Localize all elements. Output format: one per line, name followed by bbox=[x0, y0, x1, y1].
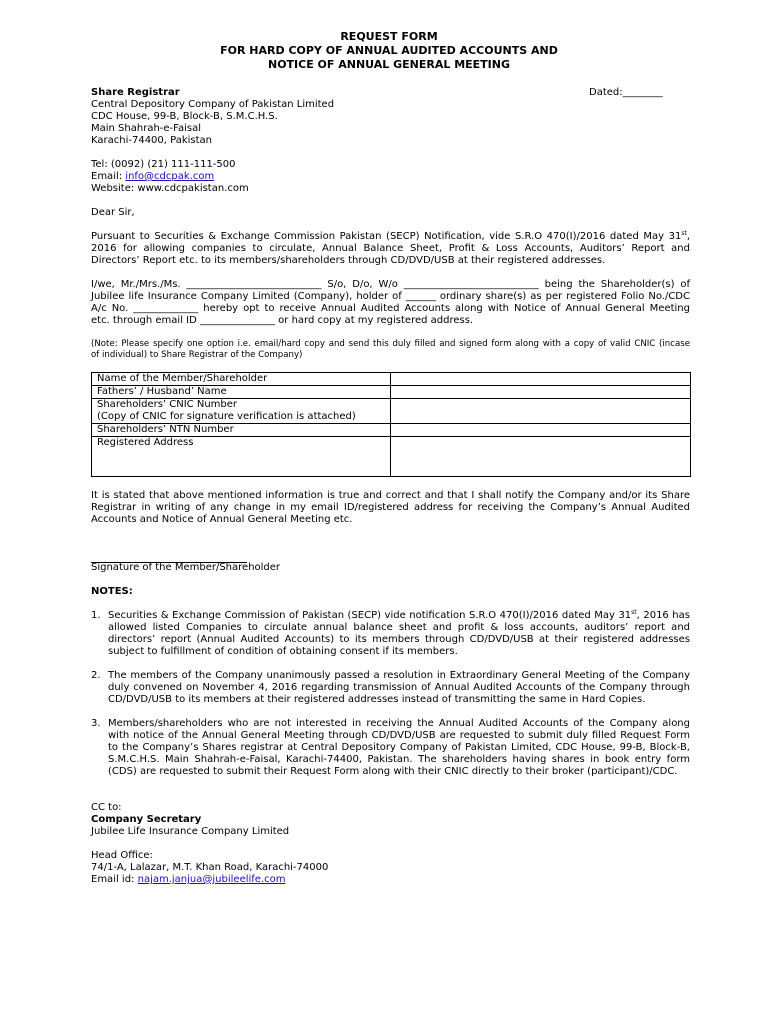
table-label bbox=[92, 399, 391, 424]
note-text: Securities & Exchange Commission of Pakistan (SECP) vide notification S.R.O 470(I)/2016 dated May 31 bbox=[108, 610, 632, 621]
table-label: Registered Address bbox=[92, 437, 391, 477]
table-row bbox=[92, 437, 691, 477]
table-input-cell[interactable] bbox=[391, 399, 691, 424]
signature-label: Signature of the Member/Shareholder bbox=[91, 562, 281, 573]
note1-line-2: allowed listed Companies to circulate annual balance sheet and profit & loss accounts, auditors’ report and bbox=[108, 622, 690, 633]
note1-line-3: directors’ report (Annual Audited Accounts) to its members through CD/DVD/USB at their registered addresses bbox=[108, 634, 690, 645]
salutation: Dear Sir, bbox=[91, 207, 135, 218]
note1-line-4: subject to fulfillment of condition of obtaining consent if its members. bbox=[108, 646, 458, 657]
note1-line-1 bbox=[108, 610, 690, 622]
registrar-email-link[interactable]: info@cdcpak.com bbox=[125, 171, 215, 182]
para2-line-4: etc. through email ID _______________ or hard copy at my registered address. bbox=[91, 315, 474, 326]
registrar-tel: Tel: (0092) (21) 111-111-500 bbox=[91, 159, 236, 170]
registrar-website: Website: www.cdcpakistan.com bbox=[91, 183, 249, 194]
para1-text: , bbox=[686, 231, 690, 242]
para2-line-2: Jubilee life Insurance Company Limited (Company), holder of ______ ordinary share(s) as per registered Folio No./CDC bbox=[91, 291, 690, 302]
dated-field: Dated:________ bbox=[589, 87, 663, 98]
para3-line-2: Registrar in writing of any change in my email ID/registered address for receiving the Company’s Annual Audited bbox=[91, 502, 690, 513]
note-text: , 2016 has bbox=[636, 610, 690, 621]
superscript: st bbox=[681, 230, 687, 237]
note3-line-5: (CDS) are requested to submit their Request Form along with their CNIC directly to their broker (participant)/CDC. bbox=[108, 766, 678, 777]
table-label-line: Shareholders’ CNIC Number bbox=[97, 399, 238, 410]
para1-line-3: Directors’ Report etc. to its members/shareholders through CD/DVD/USB at their registered addresses. bbox=[91, 255, 606, 266]
table-label: Name of the Member/Shareholder bbox=[92, 373, 391, 386]
table-row bbox=[92, 373, 691, 386]
note-number: 3. bbox=[91, 718, 101, 729]
cc-email-label: Email id: bbox=[91, 874, 138, 885]
cc-email-link[interactable]: najam.janjua@jubileelife.com bbox=[137, 874, 286, 885]
para2-line-3: A/c No. _____________ hereby opt to receive Annual Audited Accounts along with Notice of Annual General Meeting bbox=[91, 303, 690, 314]
note2-line-2: duly convened on November 4, 2016 regarding transmission of Annual Audited Accounts of the Company through bbox=[108, 682, 690, 693]
registrar-address-line: Karachi-74400, Pakistan bbox=[91, 135, 213, 146]
form-title-line-2: FOR HARD COPY OF ANNUAL AUDITED ACCOUNTS AND bbox=[220, 44, 558, 57]
superscript: st bbox=[631, 609, 637, 616]
notes-heading: NOTES: bbox=[91, 586, 133, 597]
table-input-cell[interactable] bbox=[391, 424, 691, 437]
table-row bbox=[92, 386, 691, 399]
cc-company: Jubilee Life Insurance Company Limited bbox=[91, 826, 290, 837]
para2-line-1: I/we, Mr./Mrs./Ms. ___________________________ S/o, D/o, W/o ___________________________ being the Shareholder(s) of bbox=[91, 279, 690, 290]
cc-label: CC to: bbox=[91, 802, 122, 813]
table-input-cell[interactable] bbox=[391, 386, 691, 399]
para3-line-1: It is stated that above mentioned information is true and correct and that I shall notify the Company and/or its Share bbox=[91, 490, 690, 501]
note-small-line-2: of individual) to Share Registrar of the Company) bbox=[91, 350, 303, 360]
note2-line-1: The members of the Company unanimously passed a resolution in Extraordinary General Meeting of the Company bbox=[108, 670, 690, 681]
registrar-email-row bbox=[91, 171, 214, 183]
note-small-line-1: (Note: Please specify one option i.e. email/hard copy and send this duly filled and signed form along with a copy of valid CNIC (incase bbox=[91, 339, 690, 349]
para3-line-3: Accounts and Notice of Annual General Meeting etc. bbox=[91, 514, 353, 525]
registrar-heading: Share Registrar bbox=[91, 87, 180, 98]
table-row bbox=[92, 399, 691, 424]
cc-office-label: Head Office: bbox=[91, 850, 153, 861]
table-label: Shareholders’ NTN Number bbox=[92, 424, 391, 437]
form-title-line-1: REQUEST FORM bbox=[340, 30, 438, 43]
para1-line-1 bbox=[91, 231, 690, 243]
para1-line-2: 2016 for allowing companies to circulate, Annual Balance Sheet, Profit & Loss Accounts, Auditors’ Report and bbox=[91, 243, 690, 254]
note3-line-2: with notice of the Annual General Meeting through CD/DVD/USB are requested to submit duly filled Request Form bbox=[108, 730, 690, 741]
form-title-line-3: NOTICE OF ANNUAL GENERAL MEETING bbox=[267, 58, 511, 71]
registrar-email-label: Email: bbox=[91, 171, 126, 182]
registrar-address-line: Main Shahrah-e-Faisal bbox=[91, 123, 202, 134]
note3-line-1: Members/shareholders who are not interested in receiving the Annual Audited Accounts of the Company along bbox=[108, 718, 690, 729]
table-label-line: (Copy of CNIC for signature verification is attached) bbox=[97, 411, 356, 422]
shareholder-info-table bbox=[91, 372, 691, 477]
note3-line-3: to the Company’s Shares registrar at Central Depository Company of Pakistan Limited, CDC House, 99-B, Block-B, bbox=[108, 742, 690, 753]
cc-address: 74/1-A, Lalazar, M.T. Khan Road, Karachi-74000 bbox=[91, 862, 329, 873]
registrar-address-line: CDC House, 99-B, Block-B, S.M.C.H.S. bbox=[91, 111, 278, 122]
note-number: 2. bbox=[91, 670, 101, 681]
table-row bbox=[92, 424, 691, 437]
note-number: 1. bbox=[91, 610, 101, 621]
note3-line-4: S.M.C.H.S. Main Shahrah-e-Faisal, Karachi-74400, Pakistan. The shareholders having shares in book entry form bbox=[108, 754, 690, 765]
cc-heading: Company Secretary bbox=[91, 814, 202, 825]
registrar-address-line: Central Depository Company of Pakistan Limited bbox=[91, 99, 335, 110]
table-input-cell[interactable] bbox=[391, 373, 691, 386]
note2-line-3: CD/DVD/USB to its members at their registered addresses instead of transmitting the same in Hard Copies. bbox=[108, 694, 646, 705]
para1-text: Pursuant to Securities & Exchange Commission Pakistan (SECP) Notification, vide S.R.O 470(I)/2016 dated May 31 bbox=[91, 231, 682, 242]
table-label: Fathers’ / Husband’ Name bbox=[92, 386, 391, 399]
table-input-cell[interactable] bbox=[391, 437, 691, 477]
cc-email-row bbox=[91, 874, 285, 886]
